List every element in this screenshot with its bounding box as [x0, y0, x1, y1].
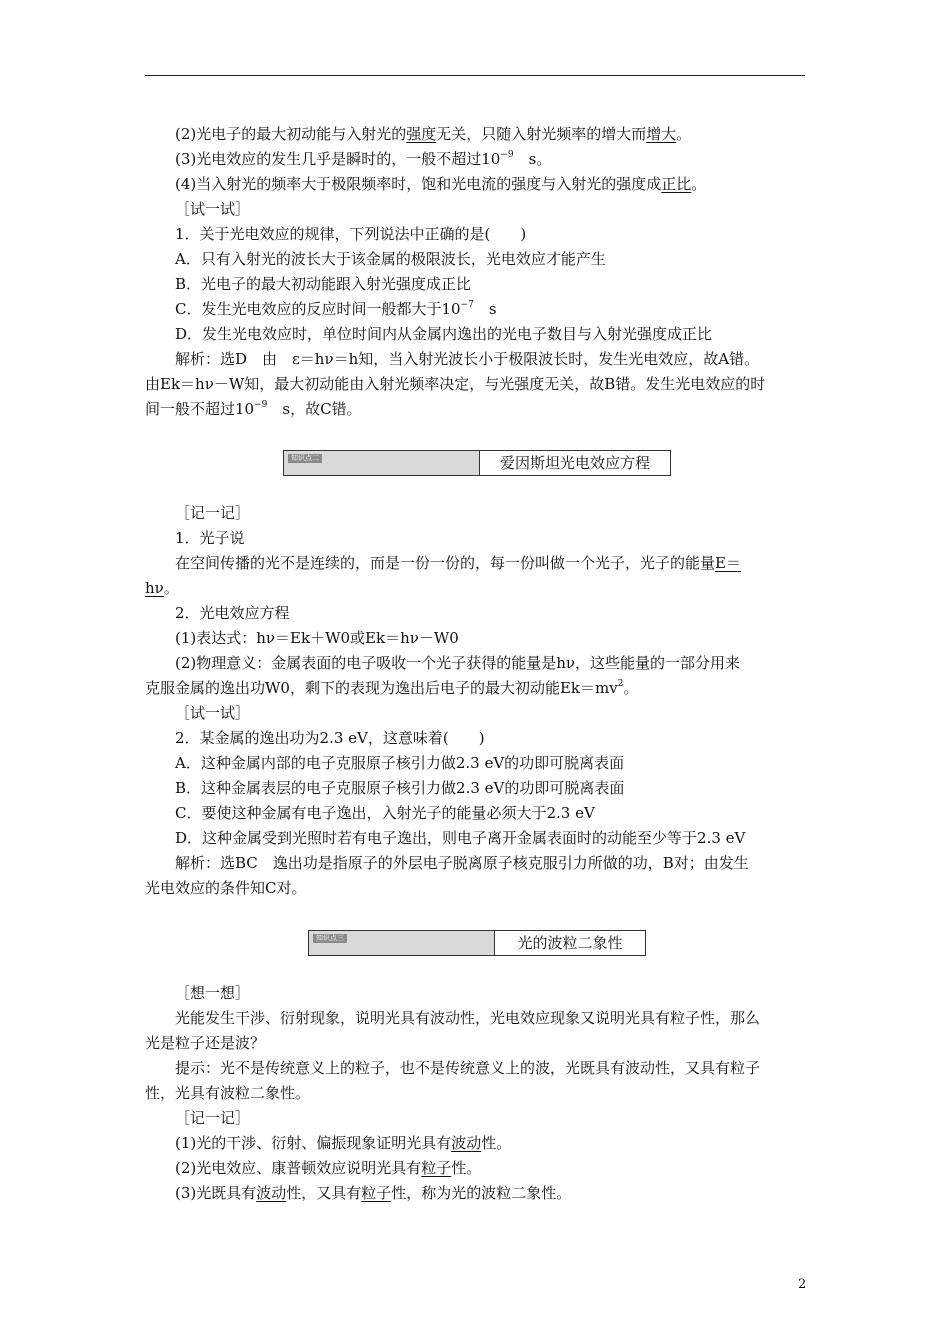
text-line: (2)物理意义：金属表面的电子吸收一个光子获得的能量是hν，这些能量的一部分用来: [175, 654, 741, 672]
knowledge-title: 爱因斯坦光电效应方程: [499, 454, 650, 472]
text-line: 在空间传播的光不是连续的，而是一份一份的，每一份叫做一个光子，光子的能量E＝: [175, 554, 741, 572]
option: A．这种金属内部的电子克服原子核引力做2.3 eV的功即可脱离表面: [175, 754, 625, 772]
section-label: ［想一想］: [175, 984, 251, 1002]
option: C．发生光电效应的反应时间一般都大于$10^{-7}$ s: [175, 300, 497, 318]
section-label: ［记一记］: [175, 1109, 251, 1127]
option: C．要使这种金属有电子逸出，入射光子的能量必须大于2.3 eV: [175, 804, 595, 822]
subheading: 1．光子说: [175, 529, 245, 547]
section-label: ［试一试］: [175, 200, 251, 218]
section-label: ［记一记］: [175, 504, 251, 522]
option: B．光电子的最大初动能跟入射光强度成正比: [175, 275, 472, 293]
text-line: (2)光电效应、康普顿效应说明光具有粒子性。: [175, 1159, 482, 1177]
subheading: 2．光电效应方程: [175, 604, 290, 622]
knowledge-tag: 知识点三: [309, 931, 495, 955]
option: A．只有入射光的波长大于该金属的极限波长，光电效应才能产生: [175, 250, 606, 268]
answer-text: 光电效应的条件知C对。: [145, 879, 307, 897]
knowledge-point-3-header: [308, 930, 646, 956]
text-line: 克服金属的逸出功W0，剩下的表现为逸出后电子的最大初动能$Ek=mv^2$。: [145, 679, 639, 697]
formula-line: (1)表达式：hν＝Ek＋W0或Ek＝hν－W0: [175, 629, 459, 647]
text-line: (1)光的干涉、衍射、偏振现象证明光具有波动性。: [175, 1134, 512, 1152]
text-line: 光是粒子还是波？: [145, 1034, 266, 1052]
text-line: 光能发生干涉、衍射现象，说明光具有波动性，光电效应现象又说明光具有粒子性，那么: [175, 1009, 761, 1027]
question: 2．某金属的逸出功为2.3 eV，这意味着( ): [175, 729, 485, 747]
option: B．这种金属表层的电子克服原子核引力做2.3 eV的功即可脱离表面: [175, 779, 625, 797]
text-line: (3)光既具有波动性，又具有粒子性，称为光的波粒二象性。: [175, 1184, 572, 1202]
answer-text: 解析：选D 由 ε＝hν＝h知，当入射光波长小于极限波长时，发生光电效应，故A错。: [175, 350, 760, 368]
text-line: (2)光电子的最大初动能与入射光的强度无关，只随入射光频率的增大而增大。: [175, 125, 692, 143]
text-line: (3)光电效应的发生几乎是瞬时的，一般不超过$10^{-9}$ s。: [175, 150, 552, 168]
knowledge-tag: 知识点二: [284, 451, 480, 475]
section-label: ［试一试］: [175, 704, 251, 722]
knowledge-title: 光的波粒二象性: [517, 934, 623, 952]
page-number: 2: [798, 1277, 807, 1292]
text-line: (4)当入射光的频率大于极限频率时，饱和光电流的强度与入射光的强度成正比。: [175, 175, 707, 193]
answer-text: 解析：选BC 逸出功是指原子的外层电子脱离原子核克服引力所做的功，B对；由发生: [175, 854, 749, 872]
text-line: 提示：光不是传统意义上的粒子，也不是传统意义上的波，光既具有波动性，又具有粒子: [175, 1059, 761, 1077]
answer-text: 由Ek＝hν－W知，最大初动能由入射光频率决定，与光强度无关，故B错。发生光电效应的时: [145, 375, 766, 393]
option: D．发生光电效应时，单位时间内从金属内逸出的光电子数目与入射光强度成正比: [175, 325, 713, 343]
text-line: hν。: [145, 579, 179, 597]
header-rule: [145, 75, 805, 76]
question: 1．关于光电效应的规律，下列说法中正确的是( ): [175, 225, 527, 243]
knowledge-point-2-header: [283, 450, 671, 476]
text-line: 性，光具有波粒二象性。: [145, 1084, 311, 1102]
option: D．这种金属受到光照时若有电子逸出，则电子离开金属表面时的动能至少等于2.3 eV: [175, 829, 746, 847]
answer-text: 间一般不超过$10^{-9}$ s，故C错。: [145, 400, 362, 418]
